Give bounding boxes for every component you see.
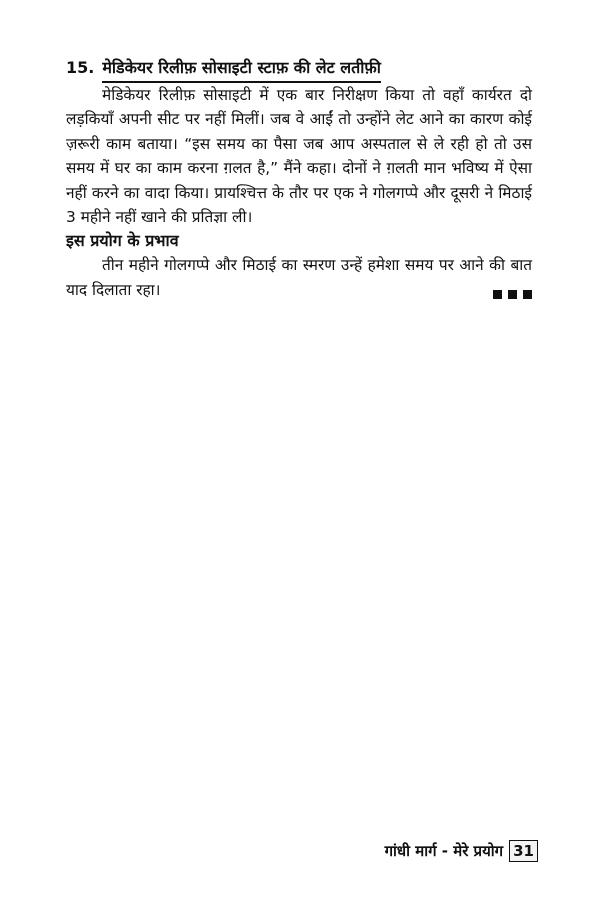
- end-square-icon: [523, 290, 532, 299]
- effects-heading: इस प्रयोग के प्रभाव: [66, 231, 179, 251]
- end-square-icon: [493, 290, 502, 299]
- page-content: [66, 56, 532, 302]
- section-paragraph: मेडिकेयर रिलीफ़ सोसाइटी में एक बार निरीक्षण किया तो वहाँ कार्यरत दो लड़कियाँ अपनी सीट पर नहीं मिलीं। जब वे आईं तो उन्होंने लेट आने का कारण कोई ज़रूरी काम बताया। “इस समय का पैसा जब आप अस्पताल से ले रही हो तो उस समय में घर का काम करना ग़लत है,” मैंने कहा। दोनों ने ग़लती मान भविष्य में ऐसा नहीं करने का वादा किया। प्रायश्चित्त के तौर पर एक ने गोलगप्पे और दूसरी ने मिठाई 3 महीने नहीं खाने की प्रतिज्ञा ली।: [66, 86, 532, 227]
- section-end-marker: [493, 290, 532, 299]
- page-number: 31: [509, 840, 538, 862]
- section-number: 15.: [66, 58, 95, 77]
- effects-paragraph: तीन महीने गोलगप्पे और मिठाई का स्मरण उन्हें हमेशा समय पर आने की बात याद दिलाता रहा।: [66, 256, 532, 299]
- section-heading: [66, 56, 532, 83]
- page-footer: [385, 840, 538, 862]
- effects-block: [66, 253, 532, 302]
- running-title: गांधी मार्ग - मेरे प्रयोग: [384, 842, 504, 860]
- section-title: मेडिकेयर रिलीफ़ सोसाइटी स्टाफ़ की लेट लतीफ़ी: [102, 56, 381, 83]
- end-square-icon: [508, 290, 517, 299]
